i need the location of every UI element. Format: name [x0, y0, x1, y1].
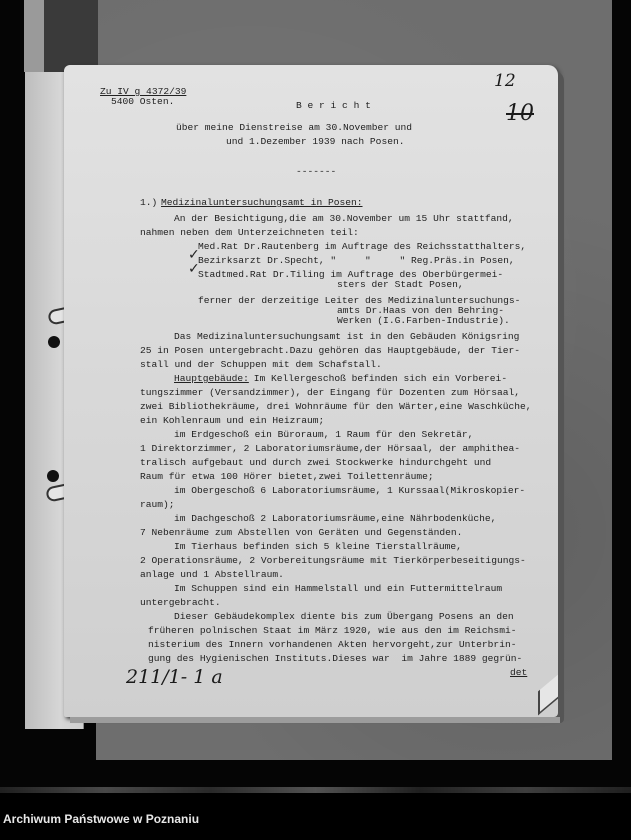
- separator: -------: [296, 166, 337, 177]
- body-line: ein Kohlenraum und ein Heizraum;: [140, 415, 325, 426]
- body-line: anlage und 1 Abstellraum.: [140, 569, 284, 580]
- reference-department: 5400 Osten.: [111, 96, 175, 107]
- body-line: Das Medizinaluntersuchungsamt ist in den Gebäuden Königsring: [174, 331, 520, 342]
- body-line: det: [510, 667, 528, 678]
- body-line: 2 Operationsräume, 2 Vorbereitungsräume mit Tierkörperbeseitigungs-: [140, 555, 526, 566]
- body-line: tungszimmer (Versandzimmer), der Eingang für Dozenten zum Hörsaal,: [140, 387, 520, 398]
- handwritten-archive-signature: 211/1- 1 a: [126, 666, 223, 688]
- section-number: 1.): [140, 197, 158, 208]
- report-subtitle-line2: und 1.Dezember 1939 nach Posen.: [226, 136, 405, 147]
- punch-hole: [47, 470, 59, 482]
- body-line: Stadtmed.Rat Dr.Tiling im Auftrage des Oberbürgermei-: [198, 269, 504, 280]
- body-line: tralisch aufgebaut und durch zwei Stockwerke hindurchgeht und: [140, 457, 492, 468]
- typewritten-report: [64, 65, 558, 717]
- body-line: im Obergeschoß 6 Laboratoriumsräume, 1 Kurssaal(Mikroskopier-: [174, 485, 526, 496]
- body-line: früheren polnischen Staat im März 1920, wie aus den im Reichsmi-: [148, 625, 517, 636]
- body-line: Med.Rat Dr.Rautenberg im Auftrage des Reichsstatthalters,: [198, 241, 527, 252]
- handwritten-page-number: 12: [494, 71, 516, 91]
- body-line: nisterium des Innern vorhandenen Akten hervorgeht,zur Unterbrin-: [148, 639, 517, 650]
- body-line: im Erdgeschoß ein Büroraum, 1 Raum für den Sekretär,: [174, 429, 474, 440]
- body-line: Bezirksarzt Dr.Specht, " " " Reg.Präs.in Posen,: [198, 255, 515, 266]
- body-line: Im Kellergeschoß befinden sich ein Vorberei-: [248, 373, 508, 384]
- body-line: stall und der Schuppen mit dem Schafstall.: [140, 359, 382, 370]
- archive-watermark: Archiwum Państwowe w Poznaniu: [3, 812, 200, 826]
- left-edge-strip: [24, 0, 44, 72]
- body-line: im Dachgeschoß 2 Laboratoriumsräume,eine Nährbodenküche,: [174, 513, 497, 524]
- body-line: Im Tierhaus befinden sich 5 kleine Tierstallräume,: [174, 541, 462, 552]
- body-line: amts Dr.Haas von den Behring-: [337, 305, 504, 316]
- section-heading: Medizinaluntersuchungsamt in Posen:: [161, 197, 363, 208]
- subheading-hauptgebaeude: Hauptgebäude:: [174, 373, 249, 384]
- body-line: Raum für etwa 100 Hörer bietet,zwei Toilettenräume;: [140, 471, 434, 482]
- body-line: nahmen neben dem Unterzeichneten teil:: [140, 227, 359, 238]
- body-line: 7 Nebenräume zum Abstellen von Geräten und Gegenständen.: [140, 527, 463, 538]
- body-line: Werken (I.G.Farben-Industrie).: [337, 315, 510, 326]
- punch-hole: [48, 336, 60, 348]
- body-line: zwei Bibliothekräume, drei Wohnräume für den Wärter,eine Waschküche,: [140, 401, 532, 412]
- reference-number: Zu IV g 4372/39: [100, 86, 187, 97]
- handwritten-crossed-number: 10: [506, 101, 534, 126]
- body-line: sters der Stadt Posen,: [337, 279, 464, 290]
- check-mark-icon: ✓: [188, 247, 200, 263]
- document-page: [64, 65, 558, 717]
- body-line: An der Besichtigung,die am 30.November um 15 Uhr stattfand,: [174, 213, 514, 224]
- body-line: 1 Direktorzimmer, 2 Laboratoriumsräume,der Hörsaal, der amphithea-: [140, 443, 520, 454]
- body-line: ferner der derzeitige Leiter des Medizinaluntersuchungs-: [198, 295, 521, 306]
- body-line: raum);: [140, 499, 175, 510]
- report-subtitle-line1: über meine Dienstreise am 30.November und: [176, 122, 413, 133]
- body-line: untergebracht.: [140, 597, 221, 608]
- body-line: 25 in Posen untergebracht.Dazu gehören das Hauptgebäude, der Tier-: [140, 345, 520, 356]
- check-mark-icon: ✓: [188, 261, 200, 277]
- folder-gap: [44, 0, 98, 72]
- scan-noise-streak: [0, 787, 631, 793]
- body-line: gung des Hygienischen Instituts.Dieses war im Jahre 1889 gegrün-: [148, 653, 523, 664]
- page-stack-edge: [70, 717, 560, 723]
- report-title: B e r i c h t: [296, 100, 371, 111]
- body-line: Im Schuppen sind ein Hammelstall und ein Futtermittelraum: [174, 583, 503, 594]
- body-line: Dieser Gebäudekomplex diente bis zum Übergang Posens an den: [174, 611, 514, 622]
